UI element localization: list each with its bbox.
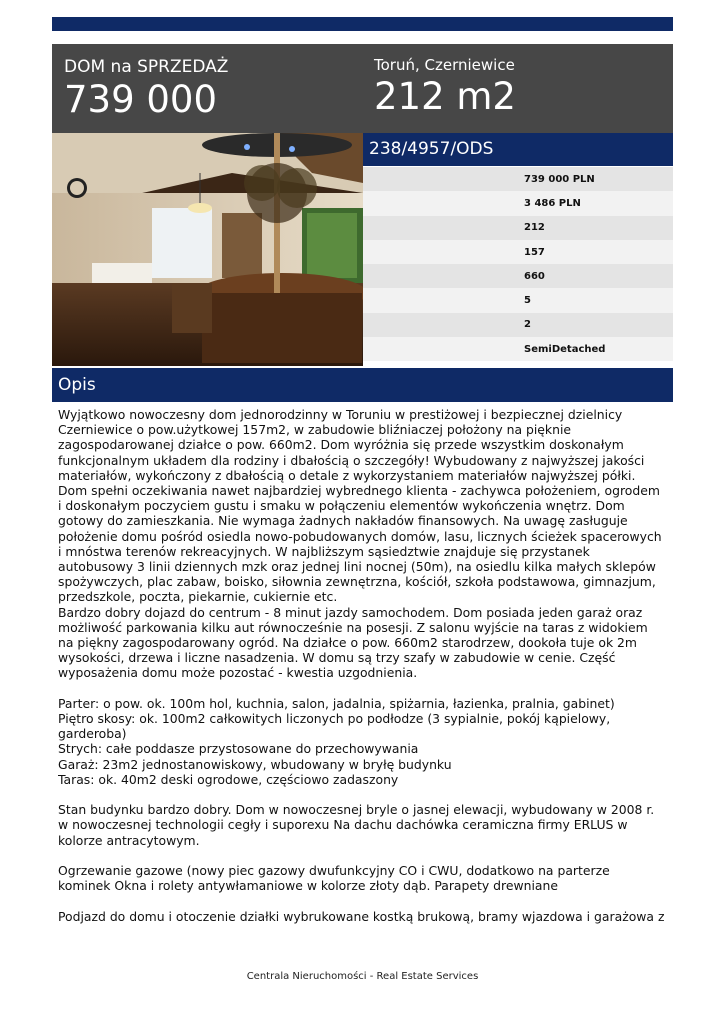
description-section-title: Opis: [52, 368, 673, 402]
listing-type: DOM na SPRZEDAŻ: [64, 57, 229, 77]
header-left: [64, 56, 228, 120]
description-body: [58, 407, 666, 925]
listing-area: 212 m2: [374, 75, 516, 118]
listing-location: Toruń, Czerniewice: [374, 56, 515, 74]
details-value: 739 000 PLN: [524, 173, 595, 185]
details-row: [363, 288, 673, 312]
details-row: [363, 337, 673, 361]
details-value: 212: [524, 222, 545, 234]
details-row: [363, 264, 673, 288]
details-value: 660: [524, 270, 545, 282]
details-value: SemiDetached: [524, 343, 606, 355]
details-row: [363, 216, 673, 240]
listing-price: 739 000: [64, 78, 218, 121]
top-accent-bar: [52, 17, 673, 31]
reference-number: 238/4957/ODS: [363, 133, 673, 166]
listing-header: [52, 44, 673, 133]
details-value: 3 486 PLN: [524, 197, 581, 209]
details-value: 5: [524, 295, 531, 307]
details-value: 2: [524, 319, 531, 331]
description-text: Wyjątkowo nowoczesny dom jednorodzinny w Toruniu w prestiżowej i bezpiecznej dzielnicy Czerniewice o pow.użytkowej 157m2, w zabudowie bliźniaczej położony na pięknie zagospodarowanej działce o pow. 660m2. Dom wyróżnia się przede wszystkim doskonałym funkcjonalnym układem dla rodziny i dbałością o szczegóły! Wybudowany z najwyższej jakości materiałów, wykończony z dbałością o detale z wykorzystaniem materiałów najwyższej półki. Dom spełni oczekiwania nawet najbardziej wybrednego klienta - zachywca położeniem, ogrodem i doskonałym poczyciem gustu i smaku w połączeniu elementów wykończenia wnętrz. Dom gotowy do zamieszkania. Nie wymaga żadnych nakładów finansowych. Na uwagę zasługuje położenie domu pośród osiedla nowo-pobudowanych domów, lasu, licznych ścieżek spacerowych i mnóstwa terenów rekreacyjnych. W najbliższym sąsiedztwie znajduje się przystanek autobusowy 3 linii dziennych mzk oraz jednej lini nocnej (50m), na osiedlu kilka małych sklepów spożywczych, plac zabaw, boisko, siłownia zewnętrzna, kościół, szkoła podstawowa, gimnazjum, przedszkole, poczta, piekarnie, cukiernie etc. Bardzo dobry dojazd do centrum - 8 minut jazdy samochodem. Dom posiada jeden garaż oraz możliwość parkowania kilku aut równocześnie na posesji. Z salonu wyjście na taras z widokiem na piękny zagospodarowany ogród. Na działce o pow. 660m2 starodrzew, dookoła tuje ok 2m wysokości, drzewa i liczne nasadzenia. W domu są trzy szafy w zabudowie w cenie. Część wyposażenia domu może pozostać - kwestia uzgodnienia. Parter: o pow. ok. 100m hol, kuchnia, salon, jadalnia, spiżarnia, łazienka, pralnia, gabinet) Piętro skosy: ok. 100m2 całkowitych liczonych po podłodze (3 sypialnie, pokój kąpielowy, garderoba) Strych: całe poddasze przystosowane do przechowywania Garaż: 23m2 jednostanowiskowy, wbudowany w bryłę budynku Taras: ok. 40m2 deski ogrodowe, częściowo zadaszony Stan budynku bardzo dobry. Dom w nowoczesnej bryle o jasnej elewacji, wybudowany w 2008 r. w nowoczesnej technologii cegły i suporexu Na dachu dachówka ceramiczna firmy ERLUS w kolorze antracytowym. Ogrzewanie gazowe (nowy piec gazowy dwufunkcyjny CO i CWU, dodatkowo na parterze kominek Okna i rolety antywłamaniowe w kolorze złoty dąb. Parapety drewniane Podjazd do domu i otoczenie działki wybrukowane kostką brukową, bramy wjazdowa i garażowa z: [58, 407, 665, 924]
details-row: [363, 167, 673, 191]
details-row: [363, 240, 673, 264]
interior-photo-illustration: [52, 133, 363, 366]
property-photo: [52, 133, 363, 366]
details-value: 157: [524, 246, 545, 258]
header-right: [374, 55, 516, 117]
details-table: [363, 167, 673, 361]
details-row: [363, 313, 673, 337]
details-row: [363, 191, 673, 215]
page-footer: Centrala Nieruchomości - Real Estate Services: [246, 971, 479, 982]
